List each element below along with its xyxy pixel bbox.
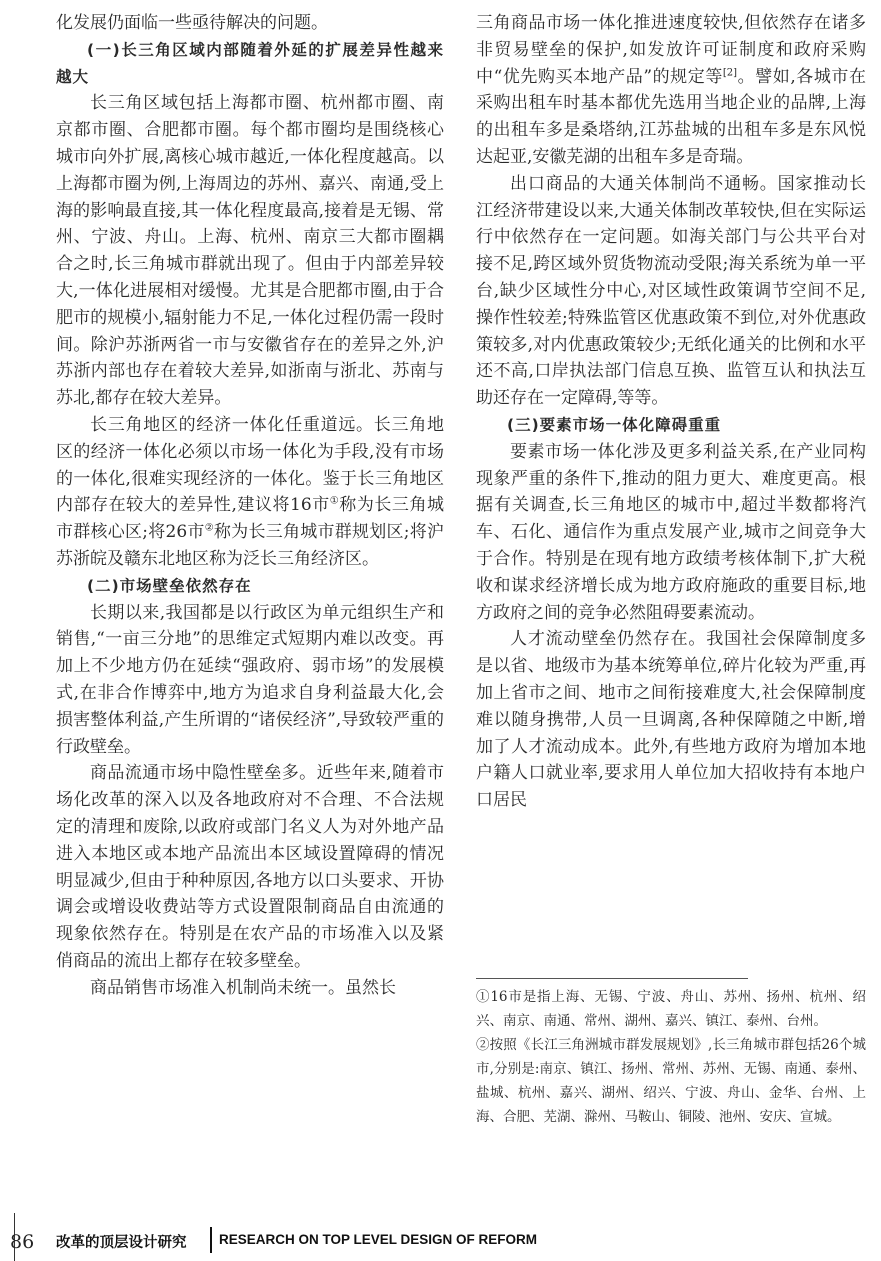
paragraph: 要素市场一体化涉及更多利益关系,在产业同构现象严重的条件下,推动的阻力更大、难度更高。根据有关调查,长三角地区的城市中,超过半数都将汽车、石化、通信作为重点发展产业,城市之间竞争大于合作。特别是在现有地方政绩考核体制下,扩大税收和谋求经济增长成为地方政府施政的重要目标,地方政府之间的竞争必然阻碍要素流动。 bbox=[476, 441, 866, 623]
section-heading-2: (二)市场壁垒依然存在 bbox=[87, 576, 252, 595]
paragraph: 商品流通市场中隐性壁垒多。近些年来,随着市场化改革的深入以及各地政府对不合理、不合法规定的清理和废除,以政府或部门名义人为对外地产品进入本地区或本地产品流出本区域设置障碍的情况明显减少,但由于种种原因,各地方以口头要求、开协调会或增设收费站等方式设置限制商品自由流通的现象依然存在。特别是在农产品的市场准入以及紧俏商品的流出上都存在较多壁垒。 bbox=[56, 763, 444, 971]
page-number: 86 bbox=[10, 1231, 35, 1253]
footnote-marker-2: ② bbox=[204, 522, 214, 534]
paragraph: 长期以来,我国都是以行政区为单元组织生产和销售,“一亩三分地”的思维定式短期内难以改变。再加上不少地方仍在延续“强政府、弱市场”的发展模式,在非合作博弈中,地方为追求自身利益最大化,会损害整体利益,产生所谓的“诸侯经济”,导致较严重的行政壁垒。 bbox=[56, 602, 444, 757]
section-heading-1: (一)长三角区域内部随着外延的扩展差异性越来越大 bbox=[56, 40, 444, 86]
paragraph-text: 长三角地区的经济一体化任重道远。长三角地区的经济一体化必须以市场一体化为手段,没有市场的一体化,很难实现经济的一体化。鉴于长三角地区内部存在较大的差异性,建议将16市 bbox=[56, 414, 444, 516]
right-column bbox=[476, 10, 866, 814]
paragraph bbox=[476, 10, 866, 171]
paragraph: 出口商品的大通关体制尚不通畅。国家推动长江经济带建设以来,大通关体制改革较快,但在实际运行中依然存在一定问题。如海关部门与公共平台对接不足,跨区域外贸货物流动受限;海关系统为单一平台,缺少区域性分中心,对区域性政策调节空间不足,操作性较差;特殊监管区优惠政策不到位,对外优惠政策较多,对内优惠政策较少;无纸化通关的比例和水平还不高,口岸执法部门信息互换、监管互认和执法互助还存在一定障碍,等等。 bbox=[476, 173, 866, 409]
page-footer bbox=[0, 1205, 881, 1261]
left-column bbox=[56, 10, 444, 1001]
footnotes bbox=[476, 978, 866, 1129]
paragraph: 长三角区域包括上海都市圈、杭州都市圈、南京都市圈、合肥都市圈。每个都市圈均是围绕核心城市向外扩展,离核心城市越近,一体化程度越高。以上海都市圈为例,上海周边的苏州、嘉兴、南通,受上海的影响最直接,其一体化程度最高,接着是无锡、常州、宁波、舟山。上海、杭州、南京三大都市圈耦合之时,长三角城市群就出现了。但由于内部差异较大,一体化进展相对缓慢。尤其是合肥都市圈,由于合肥市的规模小,辐射能力不足,一体化过程仍需一段时间。除沪苏浙两省一市与安徽省存在的差异之外,沪苏浙内部也存在着较大差异,如浙南与浙北、苏南与苏北,都存在较大差异。 bbox=[56, 93, 444, 409]
paragraph-text: 三角商品市场一体化推进速度较快,但依然存在诸多非贸易壁垒的保护,如发放许可证制度和政府采购中“优先购买本地产品”的规定等 bbox=[476, 13, 866, 87]
paragraph: 化发展仍面临一些亟待解决的问题。 bbox=[56, 13, 328, 33]
journal-title-en: RESEARCH ON TOP LEVEL DESIGN OF REFORM bbox=[219, 1232, 538, 1247]
paragraph: 商品销售市场准入机制尚未统一。虽然长 bbox=[90, 977, 396, 998]
reference-marker: [2] bbox=[722, 66, 738, 78]
paragraph-text: 称为长三角城市群规划区;将沪苏浙皖及赣东北地区称为泛长三角经济区。 bbox=[56, 522, 445, 569]
footnote-marker-1: ① bbox=[329, 495, 340, 507]
paragraph: 人才流动壁垒仍然存在。我国社会保障制度多是以省、地级市为基本统筹单位,碎片化较为严重,再加上省市之间、地市之间衔接难度大,社会保障制度难以随身携带,人员一旦调离,各种保障随之中断,增加了人才流动成本。此外,有些地方政府为增加本地户籍人口就业率,要求用人单位加大招收持有本地户口居民 bbox=[476, 629, 866, 811]
paragraph-text: 。譬如,各城市在采购出租车时基本都优先选用当地企业的品牌,上海的出租车多是桑塔纳,江苏盐城的出租车多是东风悦达起亚,安徽芜湖的出租车多是奇瑞。 bbox=[476, 66, 866, 167]
journal-title-cn: 改革的顶层设计研究 bbox=[56, 1235, 187, 1251]
footer-divider bbox=[210, 1227, 212, 1253]
section-heading-3: (三)要素市场一体化障碍重重 bbox=[507, 415, 722, 434]
paragraph bbox=[56, 412, 444, 573]
paragraph-text: 称为长三角城市群核心区;将26市 bbox=[56, 495, 445, 543]
footnote-divider bbox=[476, 978, 748, 979]
footnote-2: ②按照《长江三角洲城市群发展规划》,长三角城市群包括26个城市,分别是:南京、镇江、扬州、常州、苏州、无锡、南通、泰州、盐城、杭州、嘉兴、湖州、绍兴、宁波、舟山、金华、台州、上海、合肥、芜湖、滁州、马鞍山、铜陵、池州、安庆、宣城。 bbox=[476, 1037, 866, 1125]
footnote-1: ①16市是指上海、无锡、宁波、舟山、苏州、扬州、杭州、绍兴、南京、南通、常州、湖州、嘉兴、镇江、泰州、台州。 bbox=[476, 989, 866, 1029]
